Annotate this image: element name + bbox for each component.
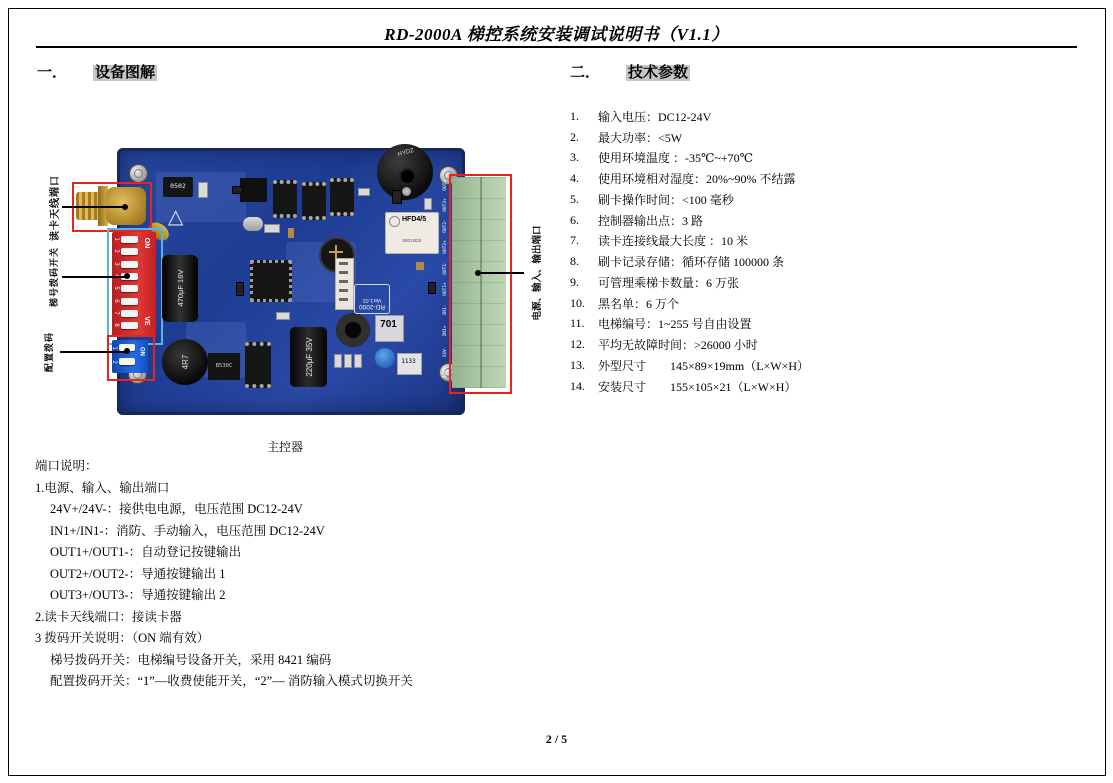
item-number: 7. [570,233,579,248]
tech-item [570,189,1090,210]
screw [129,164,148,183]
page-title: RD-2000A 梯控系统安装调试说明书（V1.1） [384,25,729,44]
tech-item [570,106,1090,127]
component-0502-label: 0502 [170,182,186,190]
chip-small [240,178,267,202]
buzzer-marking: HYDZ [397,147,415,159]
tech-params-list [570,106,1090,397]
item-text: 平均无故障时间：>26000 小时 [598,338,758,353]
tech-item [570,168,1090,189]
smd-component [198,182,208,198]
smd-component [424,198,432,210]
section-1-title: 设备图解 [95,65,156,81]
page-number: 2 / 5 [545,732,568,746]
inductor-701-label: 701 [380,319,397,330]
smd-component [354,354,362,368]
terminal-highlight-box [449,174,512,394]
chip-sop8 [302,182,326,220]
capacitor-cross [335,245,337,259]
label-elevator-dip: 梯号拨码开关 [48,247,59,308]
toroid-inductor [336,313,370,347]
item-number: 10. [570,295,585,310]
terminal-label: OUT3+ [442,198,448,212]
triangle-silkscreen: △ [168,206,184,228]
dip-number: 2 [111,360,119,364]
dip-number: 5 [113,286,121,290]
port-line: 2.读卡天线端口：接读卡器 [35,609,182,624]
terminal-label: OUT3- [442,177,448,191]
leader-dot [124,273,130,279]
capacitor-220uf-label: 220μF 35V [304,337,314,377]
item-number: 12. [570,337,585,352]
capacitor-470uf-label: 470μF 16V [175,269,185,307]
tech-item [570,355,1090,376]
tech-item [570,376,1090,397]
dip-on-label: ON [139,347,145,356]
item-text: 电梯编号：1~255 号自由设置 [598,317,752,332]
connector-pins [339,262,348,304]
terminal-label: 24V+ [442,367,448,379]
section-1-number: 一． [37,65,68,81]
dip-number: 1 [111,346,119,350]
port-line: 端口说明： [35,459,98,473]
tech-item [570,334,1090,355]
item-text: 控制器输出点：3 路 [598,213,704,228]
dip-number: 8 [113,323,121,327]
silkscreen-model: RD-2000 [359,303,386,310]
section-2-title: 技术参数 [628,65,689,81]
relay-submarking: X8013G8 [402,238,422,243]
item-text: 黑名单：6 万个 [598,296,680,311]
tech-item [570,148,1090,169]
item-text: 输入电压：DC12-24V [598,109,712,124]
item-text: 使用环境相对湿度：20%~90% 不结露 [598,172,796,187]
dip-number: 6 [113,299,121,303]
dip-number: 7 [113,311,121,315]
leader-dot [122,204,128,210]
item-number: 11. [570,316,585,331]
terminal-label: OUT2- [442,219,448,233]
port-line: OUT2+/OUT2-：导通按键输出 1 [50,566,226,581]
chip-sop [245,342,271,388]
port-description [35,456,555,693]
inductor-4r7-label: 4R7 [180,354,190,370]
tech-item [570,314,1090,335]
tech-item [570,127,1090,148]
label-power-io-port: 电源、输入、输出端口 [532,225,543,321]
port-line: 梯号拨码开关：电梯编号设备开关，采用 8421 编码 [50,652,332,667]
item-text: 读卡连接线最大长度 ：10 米 [598,234,749,249]
leader-line [62,206,124,208]
port-line: IN1+/IN1-：消防、手动输入，电压范围 DC12-24V [50,523,325,538]
dip-config-highlight-box [107,335,155,381]
item-number: 13. [570,357,585,372]
device-figure [36,132,581,442]
smd-component [334,354,342,368]
smd-component [276,312,290,320]
smd-component [416,262,424,270]
smd-component [232,186,243,194]
terminal-label: IN1- [442,304,448,316]
title-divider [36,46,1077,48]
dip-number: 2 [113,249,121,253]
relay-model: HFD4/5 [402,216,427,223]
relay-logo [389,216,400,227]
port-line: OUT3+/OUT3-：导通按键输出 2 [50,588,226,602]
leader-line [62,276,126,278]
silkscreen-version: Ver1.01 [362,297,382,303]
item-text: 最大功率：<5W [598,130,683,145]
item-text: 可管理乘梯卡数量：6 万张 [598,275,740,290]
buzzer-screw [402,187,411,196]
crystal [243,217,263,231]
smd-component [428,282,436,294]
smd-component [236,282,244,296]
smd-component [288,228,294,238]
item-text: 刷卡记录存储：循环存储 100000 条 [598,255,785,270]
terminal-label: IN1+ [442,325,448,337]
section-1-header [37,61,157,82]
label-antenna-port: 读卡天线端口 [49,175,61,241]
item-number: 5. [570,191,579,206]
component-b530c-label: B530C [215,363,233,369]
section-2-header [570,61,690,82]
smd-component [344,354,352,368]
chip-sop8 [273,180,297,218]
leader-line [60,351,126,353]
item-number: 1. [570,108,579,123]
smd-component [392,190,402,204]
tech-item [570,210,1090,231]
port-line: OUT1+/OUT1-：自动登记按键输出 [50,545,242,559]
item-text: 安装尺寸 155×105×21（L×W×H） [598,379,797,394]
buzzer-hole [399,168,416,185]
tech-item [570,251,1090,272]
dip-on-label: ON [143,237,151,249]
tech-item [570,293,1090,314]
leader-dot [124,348,130,354]
terminal-label: OUT2+ [442,240,448,254]
dip-elevator-highlight-box [107,228,163,345]
tech-item [570,272,1090,293]
smd-component [358,188,370,196]
chip-sop8 [330,178,354,216]
terminal-label: 24V- [442,346,448,358]
dip-ve-label: VE [143,316,151,326]
dip-number: 1 [113,237,121,241]
disc-capacitor-blue [375,348,395,368]
smd-component [264,224,280,233]
item-number: 9. [570,274,579,289]
item-number: 8. [570,254,579,269]
item-number: 3. [570,150,579,165]
item-text: 刷卡操作时间：<100 毫秒 [598,192,734,207]
terminal-label: OUT1+ [442,282,448,296]
dip-number: 3 [113,262,121,266]
item-number: 4. [570,171,579,186]
label-config-dip: 配置拨码 [43,332,54,373]
mcu-qfp-chip [250,260,292,302]
port-line: 1.电源、输入、输出端口 [35,480,170,495]
item-number: 2. [570,129,579,144]
port-line: 3 拨码开关说明：（ON 端有效） [35,631,210,645]
terminal-label: OUT1- [442,261,448,275]
item-number: 6. [570,212,579,227]
silkscreen-model-box [354,284,390,314]
port-line: 配置拨码开关：“1”—收费使能开关，“2”— 消防输入模式切换开关 [50,674,413,688]
tech-item [570,231,1090,252]
figure-caption: 主控器 [266,440,303,454]
item-text: 外型尺寸 145×89×19mm（L×W×H） [598,358,810,373]
leader-line [479,272,524,274]
port-line: 24V+/24V-：接供电电源，电压范围 DC12-24V [50,502,303,516]
section-2-number: 二． [570,65,601,81]
item-number: 14. [570,378,585,393]
component-1133-label: 1133 [401,358,416,365]
item-text: 使用环境温度 ：-35℃~+70℃ [598,151,754,166]
